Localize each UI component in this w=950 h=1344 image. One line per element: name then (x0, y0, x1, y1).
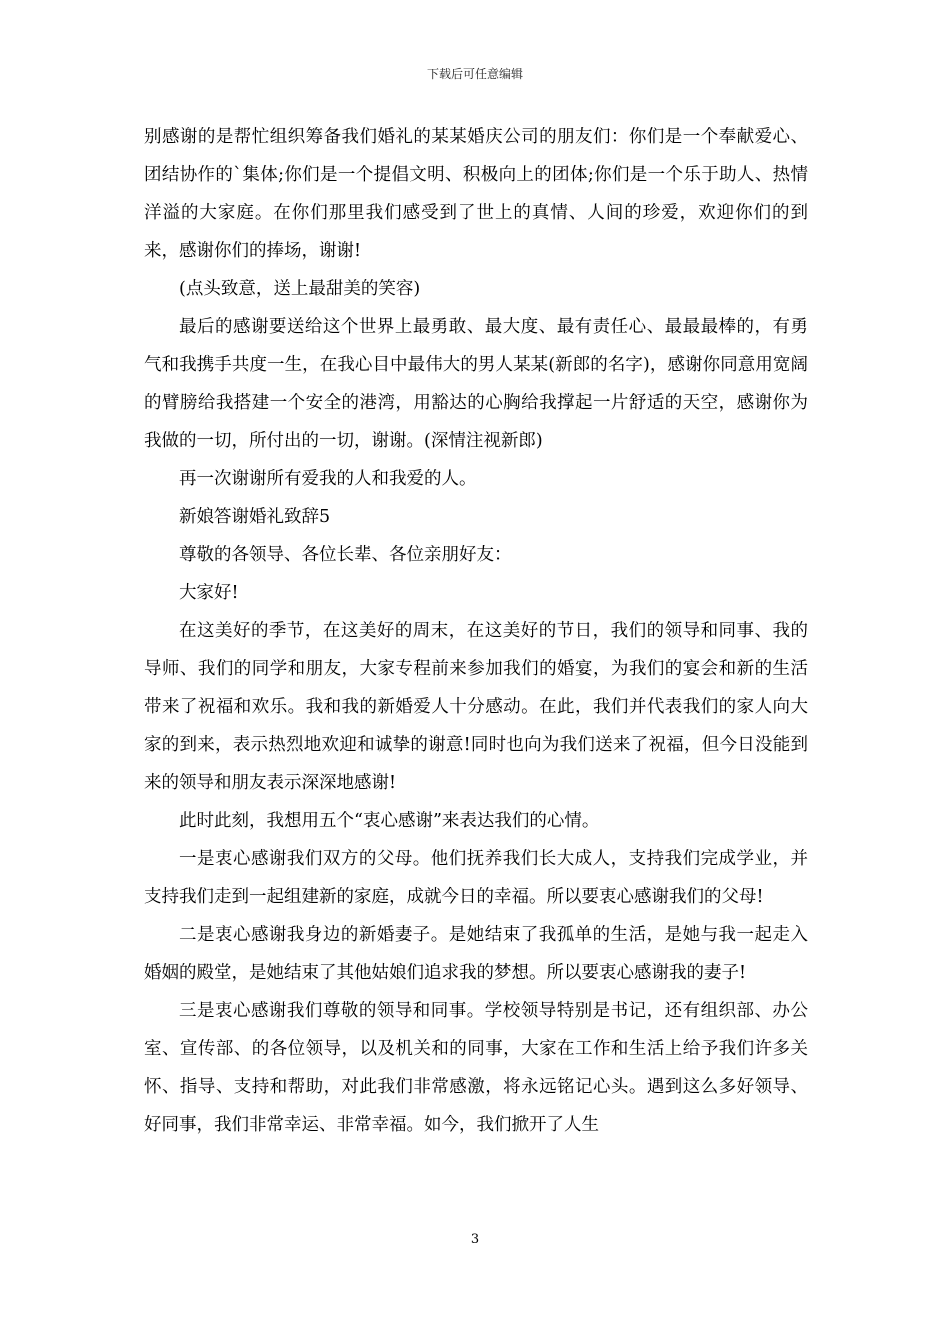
paragraph-welcome: 在这美好的季节，在这美好的周末，在这美好的节日，我们的领导和同事、我的导师、我们的同学和朋友，大家专程前来参加我们的婚宴，为我们的宴会和新的生活带来了祝福和欢乐。我和我的新婚爱人十分感动。在此，我们并代表我们的家人向大家的到来，表示热烈地欢迎和诚挚的谢意!同时也向为我们送来了祝福，但今日没能到来的领导和朋友表示深深地感谢! (144, 621, 808, 793)
document-body (144, 118, 808, 1144)
paragraph-five-thanks: 此时此刻，我想用五个“衷心感谢”来表达我们的心情。 (179, 811, 600, 831)
paragraph-thanks-colleagues: 三是衷心感谢我们尊敬的领导和同事。学校领导特别是书记，还有组织部、办公室、宣传部、的各位领导，以及机关和的同事，大家在工作和生活上给予我们许多关怀、指导、支持和帮助，对此我们非常感激，将永远铭记心头。遇到这么多好领导、好同事，我们非常幸运、非常幸福。如今，我们掀开了人生 (144, 1001, 808, 1135)
paragraph-thanks-everyone: 再一次谢谢所有爱我的人和我爱的人。 (179, 469, 477, 489)
paragraph-stage-direction-smile: (点头致意，送上最甜美的笑容) (179, 279, 421, 299)
page-number: 3 (470, 1232, 480, 1247)
page-header: 下载后可任意编辑 (426, 67, 523, 81)
section-title: 新娘答谢婚礼致辞5 (179, 507, 331, 527)
paragraph-thanks-parents: 一是衷心感谢我们双方的父母。他们抚养我们长大成人，支持我们完成学业，并支持我们走到一起组建新的家庭，成就今日的幸福。所以要衷心感谢我们的父母! (144, 849, 808, 907)
greeting: 大家好! (179, 583, 239, 603)
paragraph-vendor-thanks: 别感谢的是帮忙组织筹备我们婚礼的某某婚庆公司的朋友们：你们是一个奉献爱心、团结协作的`集体;你们是一个提倡文明、积极向上的团体;你们是一个乐于助人、热情洋溢的大家庭。在你们那里我们感受到了世上的真情、人间的珍爱，欢迎你们的到来，感谢你们的捧场，谢谢! (144, 127, 808, 261)
salutation: 尊敬的各领导、各位长辈、各位亲朋好友： (179, 545, 512, 565)
paragraph-thanks-wife: 二是衷心感谢我身边的新婚妻子。是她结束了我孤单的生活，是她与我一起走入婚姻的殿堂，是她结束了其他姑娘们追求我的梦想。所以要衷心感谢我的妻子! (144, 925, 808, 983)
paragraph-thanks-groom: 最后的感谢要送给这个世界上最勇敢、最大度、最有责任心、最最最棒的，有勇气和我携手共度一生，在我心目中最伟大的男人某某(新郎的名字)，感谢你同意用宽阔的臂膀给我搭建一个安全的港湾，用豁达的心胸给我撑起一片舒适的天空，感谢你为我做的一切，所付出的一切，谢谢。(深情注视新郎) (144, 317, 808, 451)
